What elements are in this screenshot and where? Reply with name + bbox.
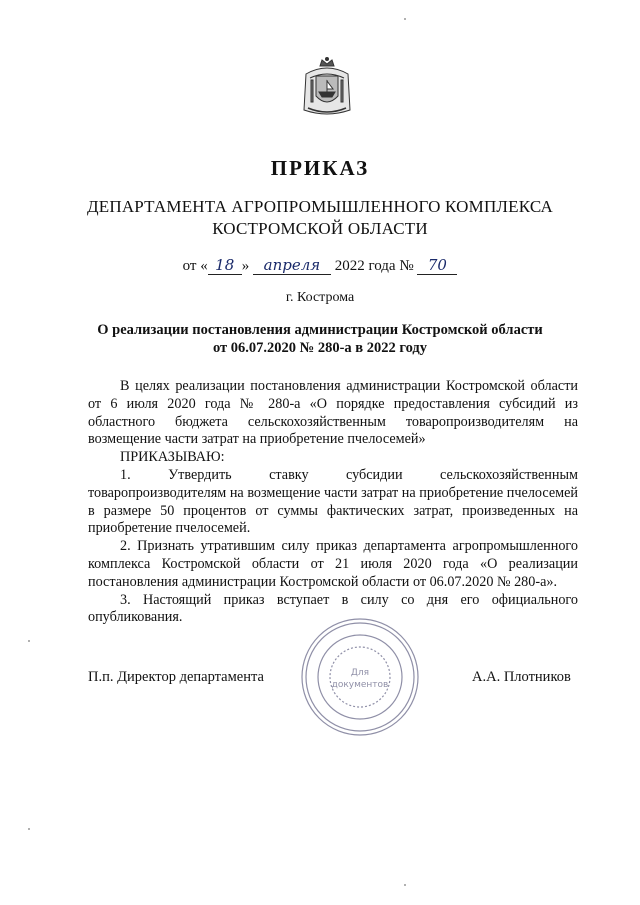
signatory-name: А.А. Плотников xyxy=(472,669,571,685)
scan-speck xyxy=(404,884,406,886)
order-item-3: 3. Настоящий приказ вступает в силу со дня его официального опубликования. xyxy=(88,591,578,626)
department-name-line-2: КОСТРОМСКОЙ ОБЛАСТИ xyxy=(212,219,428,238)
scan-speck xyxy=(28,828,30,830)
order-body xyxy=(88,378,578,627)
stamp-center-text-2: документов xyxy=(331,680,389,690)
handwritten-number: 70 xyxy=(417,256,457,275)
date-year: 2022 года № xyxy=(330,258,418,274)
city-name: г. Кострома xyxy=(285,290,355,305)
department-name-line-1: ДЕПАРТАМЕНТА АГРОПРОМЫШЛЕННОГО КОМПЛЕКСА xyxy=(86,197,554,216)
signatory-title: П.п. Директор департамента xyxy=(88,669,264,685)
order-date-line xyxy=(0,256,640,275)
date-mid: » xyxy=(241,258,253,274)
handwritten-month: апреля xyxy=(253,256,331,275)
scan-speck xyxy=(404,18,406,20)
order-item-1: 1. Утвердить ставку субсидии сельскохозяйственным товаропроизводителям на возмещение части затрат на приобретение пчелосемей в размере 50 процентов от суммы фактических затрат, произведенных на приобретение пчелосемей. xyxy=(88,466,578,537)
document-title: ПРИКАЗ xyxy=(270,156,370,180)
stamp-center-text-1: Для xyxy=(350,668,370,678)
official-stamp xyxy=(298,615,422,739)
date-prefix: от « xyxy=(182,258,208,274)
order-subject xyxy=(70,321,570,357)
order-word: ПРИКАЗЫВАЮ: xyxy=(120,449,225,466)
scan-speck xyxy=(28,640,30,642)
preamble-paragraph: В целях реализации постановления администрации Костромской области от 6 июля 2020 года № 280-а «О порядке предоставления субсидий из областного бюджета сельскохозяйственным товаропроизводителям на возмещение части затрат на приобретение пчелосемей» xyxy=(88,378,578,448)
subject-line-2: от 06.07.2020 № 280-а в 2022 году xyxy=(212,340,428,356)
order-item-2: 2. Признать утратившим силу приказ департамента агропромышленного комплекса Костромской области от 21 июля 2020 года «О реализации постановления администрации Костромской области от 06.07.2020 № 280-а». xyxy=(88,538,578,590)
handwritten-day: 18 xyxy=(208,256,242,275)
coat-of-arms-emblem xyxy=(300,56,354,118)
department-name xyxy=(60,196,580,240)
subject-line-1: О реализации постановления администрации Костромской области xyxy=(97,322,543,338)
